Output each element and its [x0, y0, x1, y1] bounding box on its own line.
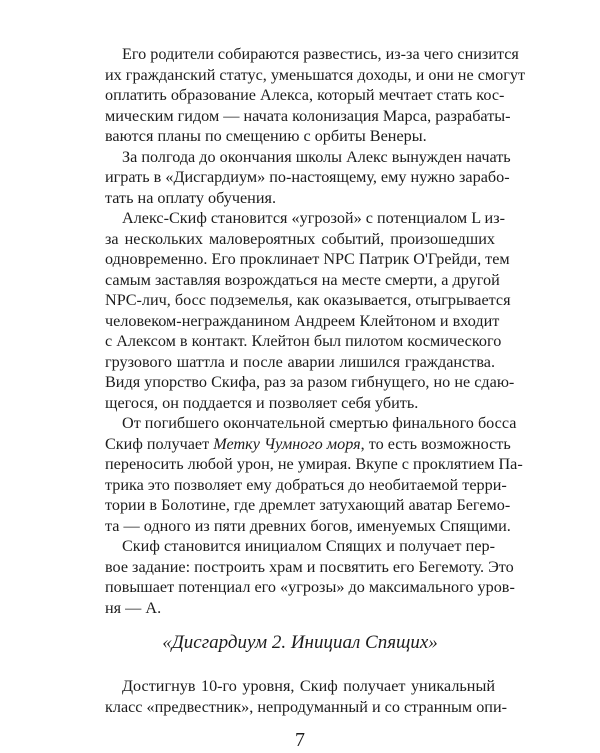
text-run: Скиф получает [105, 434, 214, 453]
text-line: Его родители собираются развестись, из-за чего снизится [122, 45, 519, 63]
text-line: играть в «Дисгардиум» по-настоящему, ему нужно зарабо- [105, 168, 510, 186]
text-line: переносить любой урон, не умирая. Вкупе с проклятием Па- [105, 455, 523, 473]
text-line: повышает потенциал его «угрозы» до максимального уров- [105, 578, 515, 596]
text-line: грузового шаттла и после аварии лишился гражданства. [105, 352, 495, 371]
text-run: , то есть возможность [360, 434, 511, 453]
text-line: их гражданский статус, уменьшатся доходы, и они не смогут [105, 65, 526, 84]
text-line: ваются планы по смещению с орбиты Венеры. [105, 127, 427, 145]
text-line: тать на оплату обучения. [105, 188, 276, 207]
italic-title: Метку Чумного моря [213, 434, 361, 453]
text-line: мическим гидом — начата колонизация Марса, разрабаты- [105, 106, 511, 125]
text-line: вое задание: построить храм и посвятить его Бегемоту. Это [105, 557, 514, 576]
text-line: От погибшего окончательной смертью финального босса [122, 414, 517, 432]
text-line: Скиф становится инициалом Спящих и получает пер- [122, 537, 495, 555]
text-line: NPC-лич, босс подземелья, как оказывается, отыгрывается [105, 291, 511, 309]
text-line: тории в Болотине, где дремлет затухающий аватар Бегемо- [105, 496, 511, 514]
text-line: трика это позволяет ему добраться до необитаемой терри- [105, 475, 507, 494]
text-line: с Алексом в контакт. Клейтон был пилотом космического [105, 332, 502, 350]
text-line: За полгода до окончания школы Алекс вынужден начать [122, 147, 511, 166]
text-line: человеком-негражданином Андреем Клейтоном и входит [105, 311, 500, 330]
text-line: оплатить образование Алекса, который мечтает стать кос- [105, 86, 505, 104]
page-number: 7 [295, 729, 305, 751]
text-line: та — одного из пяти древних богов, именуемых Спящими. [105, 516, 511, 535]
text-line: Алекс-Скиф становится «угрозой» с потенциалом L из- [122, 209, 505, 227]
text-line: класс «предвестник», непродуманный и со странным опи- [105, 697, 508, 716]
text-line: за нескольких маловероятных событий, произошедших [105, 229, 495, 248]
text-line [105, 434, 511, 454]
section-heading: «Дисгардиум 2. Инициал Спящих» [162, 632, 438, 653]
text-line: самым заставляя возрождаться на месте смерти, а другой [105, 270, 500, 289]
text-line: ня — А. [105, 598, 162, 617]
text-line: Видя упорство Скифа, раз за разом гибнущего, но не сдаю- [105, 373, 515, 391]
text-line: одновременно. Его проклинает NPC Патрик О'Грейди, тем [105, 250, 510, 268]
text-line: Достигнув 10-го уровня, Скиф получает уникальный [122, 677, 495, 695]
text-line: щегося, он поддается и позволяет себя убить. [105, 393, 419, 412]
